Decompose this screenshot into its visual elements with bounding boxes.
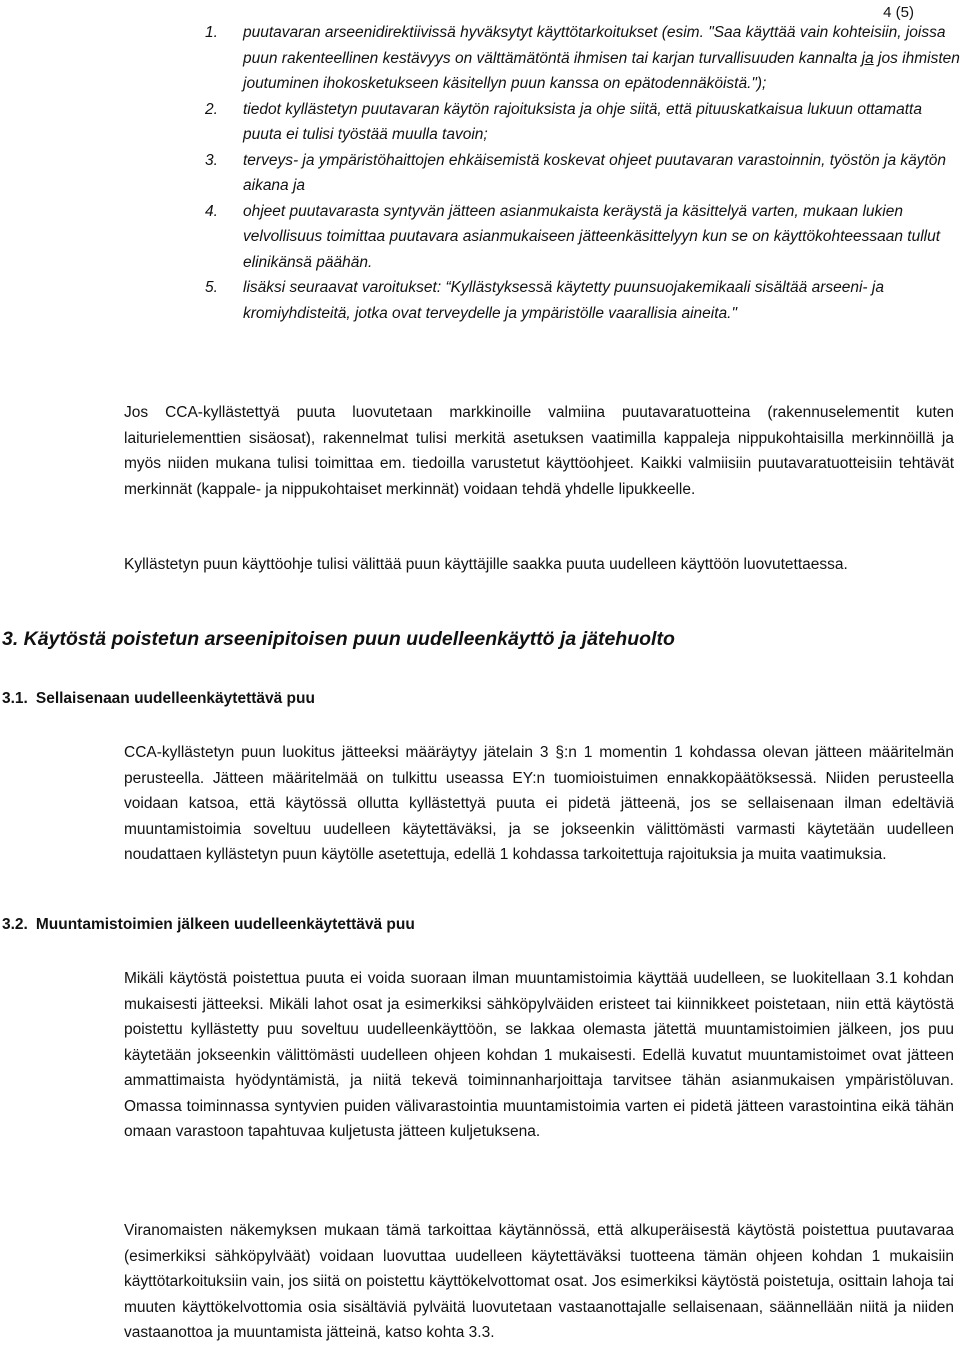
paragraph-marking: Jos CCA-kyllästettyä puuta luovutetaan markkinoille valmiina puutavaratuotteina (rakennuselementit kuten laiturielementtien sisäosat), rakennelmat tulisi merkitä asetuksen vaatimilla kappaleja nippukohtaisilla merkinnöillä ja myös niiden mukana tulisi toimittaa em. tiedoilla varustetut käyttöohjeet. Kaikki valmiisiin puutavaratuotteisiin tehtävät merkinnät (kappale- ja nippukohtaiset merkinnät) voidaan tehdä yhdelle lipukkeelle. bbox=[124, 404, 954, 498]
paragraph-waste-classification: CCA-kyllästetyn puun luokitus jätteeksi määräytyy jätelain 3 §:n 1 momentin 1 kohdassa olevan jätteen määritelmän perusteella. Jätteen määritelmää on tulkittu useassa EY:n tuomioistuimen ennakkopäätöksessä. Niiden perusteella voidaan katsoa, että käytössä ollutta kyllästettyä puuta ei pidetä jätteenä, jos se sellaisenaan ilman edeltäviä muuntamistoimia soveltuu uudelleen käytettäväksi, ja se jokseenkin välittömästi varmasti käytetään uudelleen noudattaen kyllästetyn puun käytölle asetettuja, edellä 1 kohdassa tarkoitettuja rajoituksia ja muita vaatimuksia. bbox=[124, 744, 954, 863]
requirements-list bbox=[205, 20, 960, 326]
list-number: 4. bbox=[205, 202, 218, 220]
page-number: 4 (5) bbox=[883, 4, 914, 21]
heading-number: 3.1. bbox=[2, 690, 28, 707]
list-item bbox=[205, 275, 960, 326]
list-number: 3. bbox=[205, 151, 218, 169]
list-item bbox=[205, 20, 960, 97]
paragraph-conversion: Mikäli käytöstä poistettua puuta ei voida suoraan ilman muuntamistoimia käyttää uudelleen, se luokitellaan 3.1 kohdan mukaisesti jätteeksi. Mikäli lahot osat ja esimerkiksi sähköpylväiden eristeet tai kiinnikkeet poistetaan, niin että käytöstä poistettu kyllästetty puu soveltuu uudelleenkäyttöön, se lakkaa olemasta jätettä muuntamistoimien jälkeen, jos puu käytetään jokseenkin välittömästi uudelleen ohjeen kohdan 1 mukaisesti. Edellä kuvatut muuntamistoimet ovat jätteen ammattimaista hyödyntämistä, ja niitä tekevä toiminnanharjoittaja tarvitsee tähän asianmukaisen ympäristöluvan. Omassa toiminnassa syntyvien puiden välivarastointia muuntamistoimia varten ei pidetä jätteen varastointina eikä tähän omaan varastoon tapahtuvaa kuljetusta jätteen kuljetuksena. bbox=[124, 970, 954, 1140]
underlined-word: ja bbox=[861, 49, 874, 67]
list-item bbox=[205, 148, 960, 199]
heading-title: Muuntamistoimien jälkeen uudelleenkäytettävä puu bbox=[35, 916, 415, 933]
section-heading-3: 3. Käytöstä poistetun arseenipitoisen puun uudelleenkäyttö ja jätehuolto bbox=[2, 628, 675, 650]
list-item bbox=[205, 97, 960, 148]
list-text: lisäksi seuraavat varoitukset: “Kyllästyksessä käytetty puunsuojakemikaali sisältää arseeni- ja kromiyhdisteitä, jotka ovat terveydelle ja ympäristölle vaarallisia aineita." bbox=[243, 279, 884, 322]
section-heading-3-1 bbox=[2, 690, 315, 708]
heading-number: 3.2. bbox=[2, 916, 28, 933]
list-text: puutavaran arseenidirektiivissä hyväksytyt käyttötarkoitukset (esim. "Saa käyttää vain kohteisiin, joissa puun rakenteellinen kestävyys on välttämätöntä ihmisen tai karjan turvallisuuden kannalta ja jos ihmisten joutuminen ihokosketukseen käsitellyn puun kanssa on epätodennäköistä."); bbox=[243, 24, 960, 92]
list-text: terveys- ja ympäristöhaittojen ehkäisemistä koskevat ohjeet puutavaran varastoinnin, työstön ja käytön aikana ja bbox=[243, 151, 947, 194]
list-number: 1. bbox=[205, 24, 218, 41]
list-number: 2. bbox=[205, 100, 218, 118]
list-text: tiedot kyllästetyn puutavaran käytön rajoituksista ja ohje siitä, että pituuskatkaisua lukuun ottamatta puuta ei tulisi työstää muulla tavoin; bbox=[243, 100, 922, 143]
section-heading-3-2 bbox=[2, 916, 415, 934]
list-text: ohjeet puutavarasta syntyvän jätteen asianmukaista keräystä ja käsittelyä varten, mukaan lukien velvollisuus toimittaa puutavara asianmukaiseen jätteenkäsittelyyn kun se on käyttökohteessaan tullut elinikänsä päähän. bbox=[243, 202, 941, 271]
list-item bbox=[205, 199, 960, 276]
paragraph-usage-instructions: Kyllästetyn puun käyttöohje tulisi välittää puun käyttäjille saakka puuta uudelleen käyttöön luovutettaessa. bbox=[124, 556, 848, 573]
list-number: 5. bbox=[205, 279, 218, 296]
paragraph-authority-view: Viranomaisten näkemyksen mukaan tämä tarkoittaa käytännössä, että alkuperäisestä käytöstä poistettua puutavaraa (esimerkiksi sähköpylväät) voidaan luovuttaa uudelleen käytettäväksi tuotteena tämän ohjeen kohdan 1 mukaisiin käyttötarkoituksiin vain, jos siitä on poistettu käyttökelvottomat osat. Jos esimerkiksi käytöstä poistetuja, osittain lahoja tai muuten käyttökelvottomia osia sisältäviä pylväitä luovutetaan vastaanottajalle sellaisenaan, säännellään niitä ja niiden vastaanottoa ja muuntamista jätteinä, katso kohta 3.3. bbox=[124, 1222, 954, 1341]
heading-title: Sellaisenaan uudelleenkäytettävä puu bbox=[35, 690, 315, 707]
